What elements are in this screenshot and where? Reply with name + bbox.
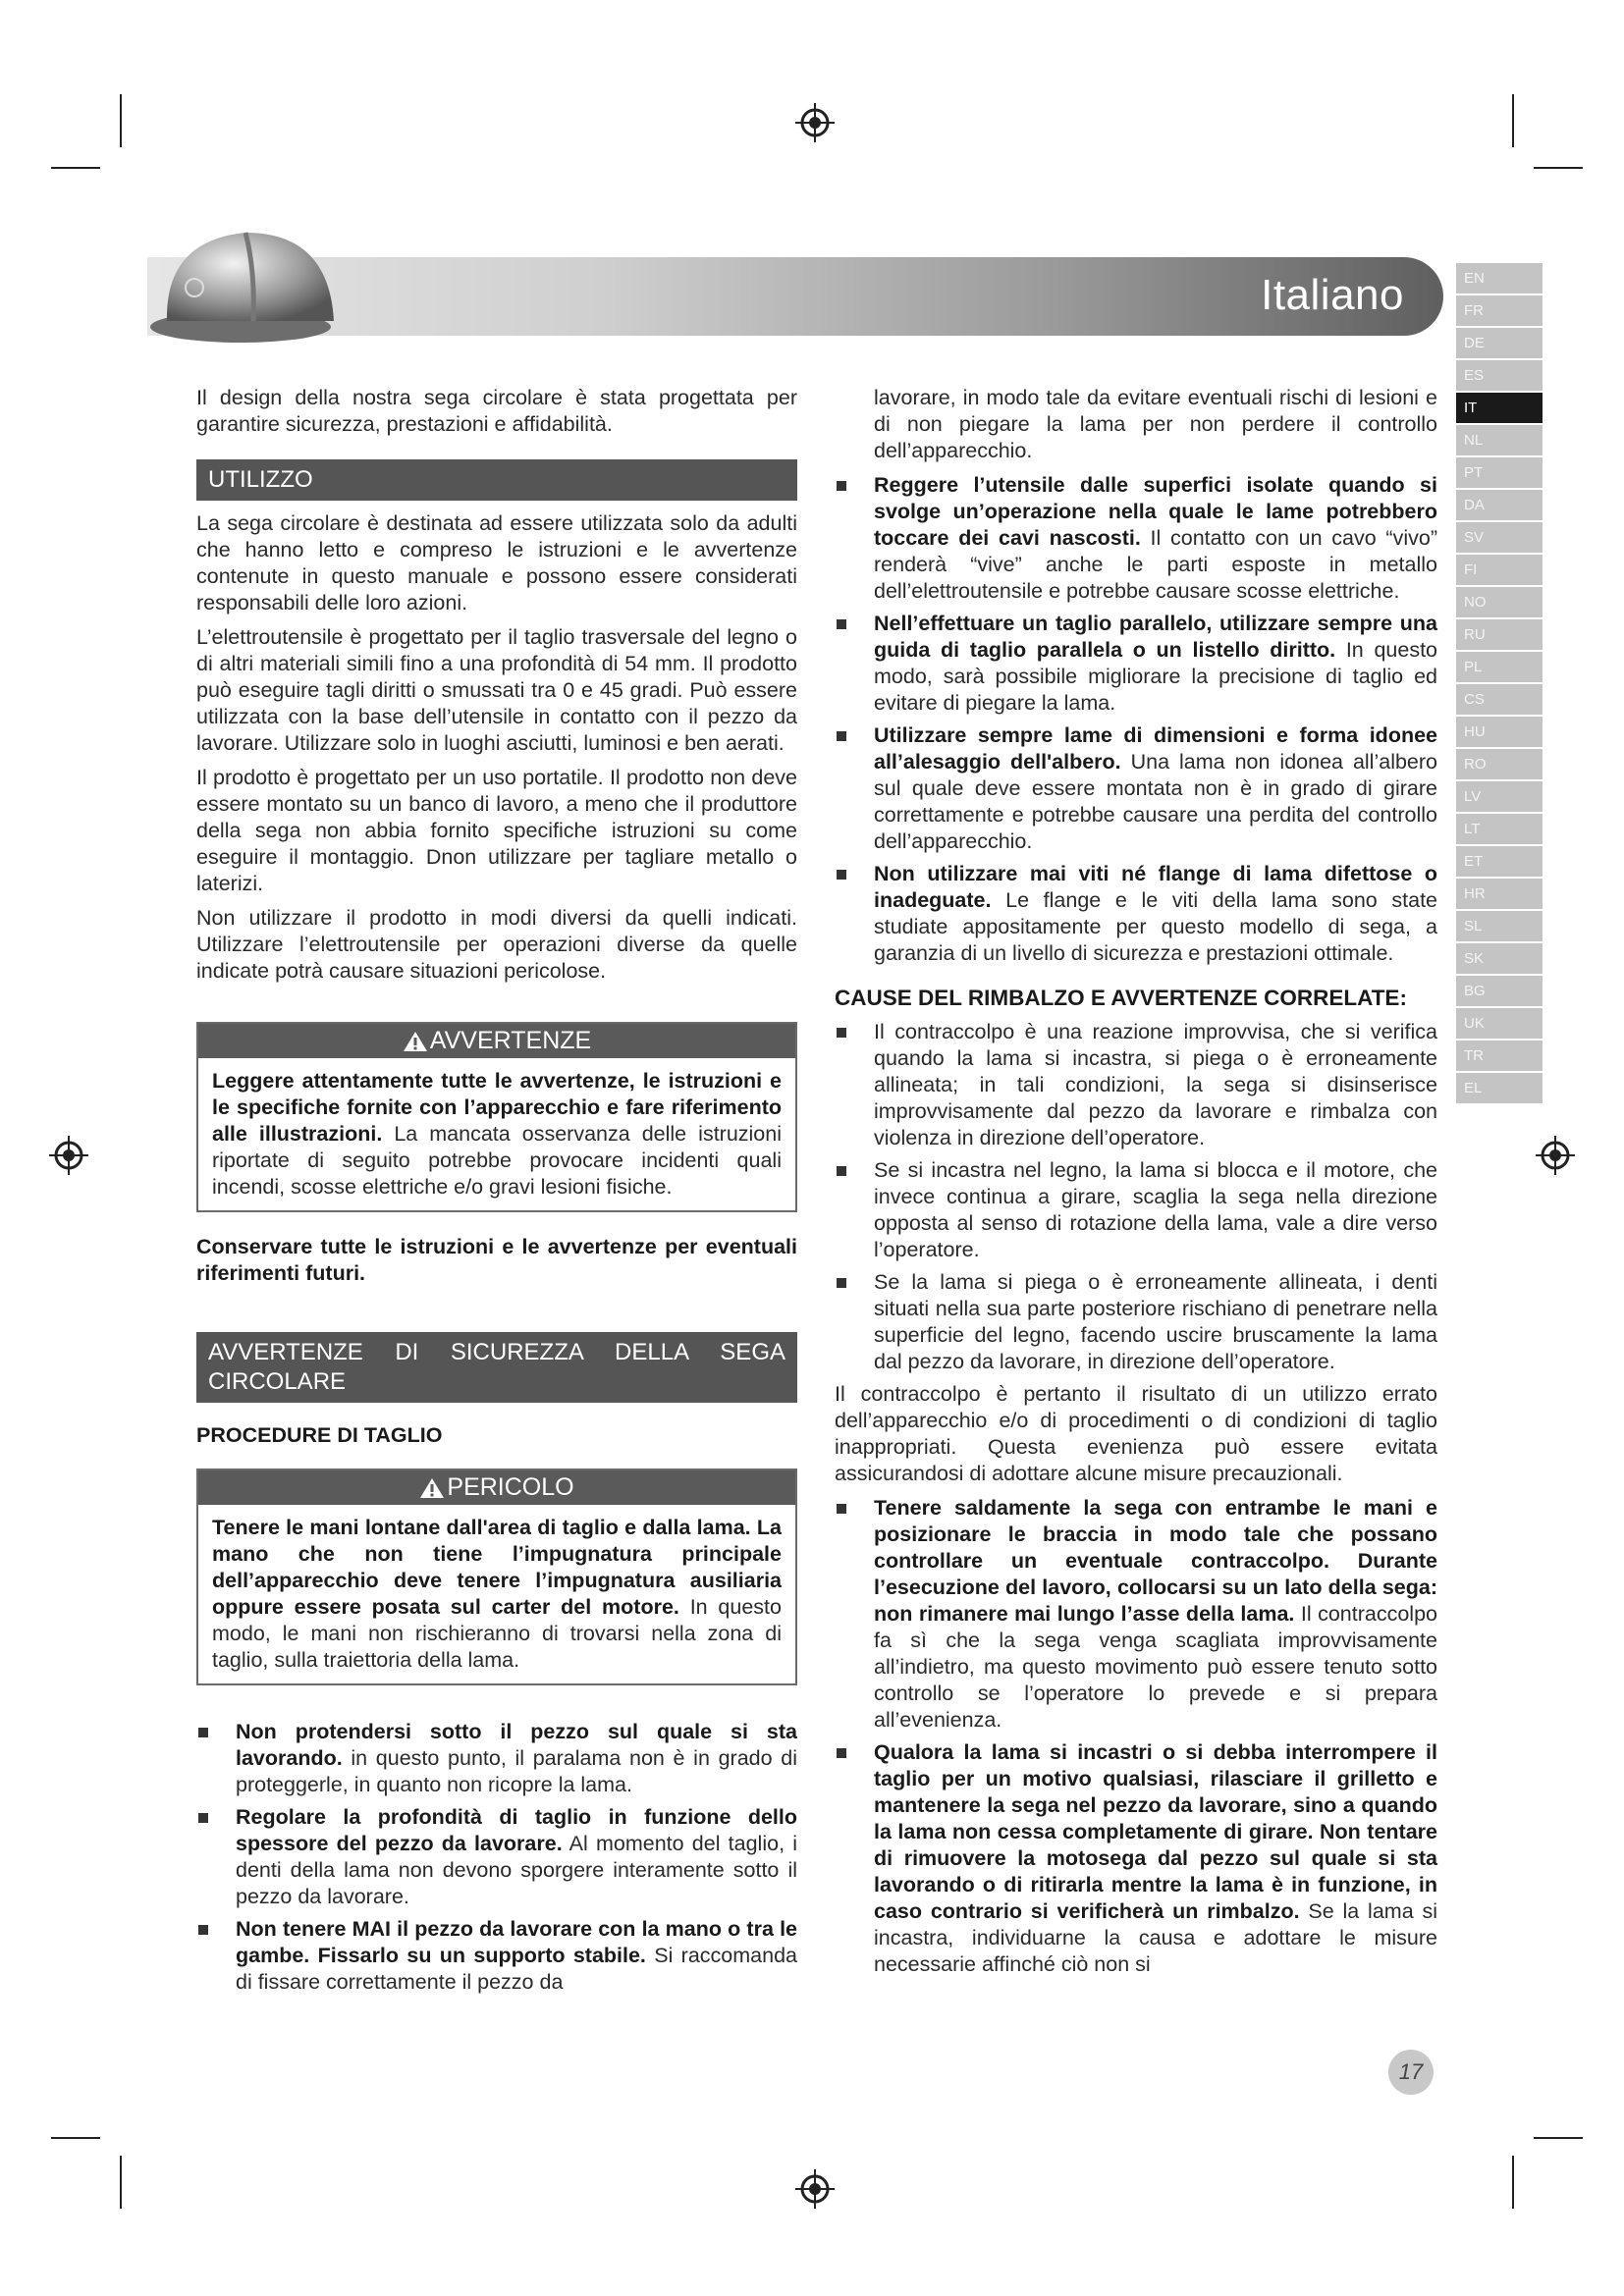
- continued-paragraph: lavorare, in modo tale da evitare eventuali rischi di lesioni e di non piegare la lama per non perdere il controllo dell’apparecchio.: [874, 386, 1437, 462]
- language-tab-ru[interactable]: RU: [1456, 619, 1543, 650]
- crop-mark: [120, 94, 122, 147]
- list-item-text: Il contraccolpo fa sì che la sega venga scagliata improvvisamente all’indietro, ma questo movimento può essere tenuto sotto controllo se l’operatore lo prevede e si prepara all’evenienza.: [874, 1602, 1437, 1732]
- language-tabs: [1456, 263, 1543, 1105]
- section-header-utilizzo: UTILIZZO: [196, 459, 797, 501]
- registration-mark-icon: [793, 101, 837, 144]
- danger-box: [196, 1468, 797, 1685]
- left-column: [196, 385, 797, 2002]
- list-item-text: Una lama non idonea all’albero sul quale deve essere montata non è in grado di girare correttamente e potrebbe causare una perdita del controllo dell’apparecchio.: [874, 750, 1438, 853]
- right-column: [835, 385, 1437, 1984]
- list-item-text: Se la lama si piega o è erroneamente allineata, i denti situati nella sua parte posteriore rischiano di penetrare nella superficie del legno, facendo uscire bruscamente la lama dal pezzo da lavorare, in direzione dell’operatore.: [874, 1270, 1437, 1373]
- language-tab-pl[interactable]: PL: [1456, 652, 1543, 682]
- crop-mark: [51, 2137, 100, 2139]
- language-tab-it[interactable]: IT: [1456, 393, 1543, 423]
- crop-mark: [1534, 167, 1583, 169]
- crop-mark: [1512, 2156, 1514, 2209]
- list-item-bold: Regolare la profondità di taglio in funzione dello spessore del pezzo da lavorare.: [236, 1805, 797, 1855]
- warning-text: La mancata osservanza delle istruzioni riportate di seguito potrebbe provocare incidenti quali incendi, scosse elettriche e/o gravi lesioni fisiche.: [212, 1122, 782, 1199]
- list-item: [835, 861, 1437, 967]
- list-item: [835, 1269, 1437, 1375]
- paragraph: Il prodotto è progettato per un uso portatile. Il prodotto non deve essere montato su un banco di lavoro, a meno che il produttore della sega non abbia fornito specifiche istruzioni su come eseguire il montaggio. Dnon utilizzare per tagliare metallo o laterizi.: [196, 766, 797, 895]
- language-tab-sk[interactable]: SK: [1456, 943, 1543, 974]
- list-item-bold: Non tenere MAI il pezzo da lavorare con la mano o tra le gambe. Fissarlo su un supporto stabile.: [236, 1917, 797, 1967]
- warning-box-header: [198, 1024, 795, 1058]
- language-tab-no[interactable]: NO: [1456, 587, 1543, 617]
- language-tab-sv[interactable]: SV: [1456, 522, 1543, 553]
- list-item-text: Le flange e le viti della lama sono state studiate appositamente per questo modello di sega, a garanzia di un livello di sicurezza e prestazioni ottimale.: [874, 888, 1437, 965]
- crop-mark: [1512, 94, 1514, 147]
- language-tab-uk[interactable]: UK: [1456, 1008, 1543, 1039]
- list-item-bold: Nell’effettuare un taglio parallelo, utilizzare sempre una guida di taglio parallela o un listello diritto.: [874, 612, 1437, 662]
- list-item-bold: Non protendersi sotto il pezzo sul quale si sta lavorando.: [236, 1720, 797, 1770]
- paragraph: Il contraccolpo è pertanto il risultato di un utilizzo errato dell’apparecchio e/o di procedimenti o di condizioni di taglio inappropriati. Questa evenienza può essere evitata assicurandosi di adottare alcune misure precauzionali.: [835, 1382, 1437, 1485]
- list-item-bold: Tenere saldamente la sega con entrambe le mani e posizionare le braccia in modo tale che possano controllare un eventuale contraccolpo. Durante l’esecuzione del lavoro, collocarsi su un lato della sega: non rimanere mai lungo l’asse della lama.: [874, 1496, 1437, 1626]
- crop-mark: [1534, 2137, 1583, 2139]
- danger-box-header: [198, 1470, 795, 1505]
- language-tab-fi[interactable]: FI: [1456, 555, 1543, 585]
- conserve-note: Conservare tutte le istruzioni e le avvertenze per eventuali riferimenti futuri.: [196, 1235, 797, 1285]
- language-tab-tr[interactable]: TR: [1456, 1041, 1543, 1071]
- language-tab-de[interactable]: DE: [1456, 328, 1543, 358]
- language-tab-nl[interactable]: NL: [1456, 425, 1543, 455]
- danger-triangle-icon: [419, 1477, 445, 1499]
- registration-mark-icon: [1534, 1134, 1577, 1177]
- warning-bold-text: Leggere attentamente tutte le avvertenze, le istruzioni e le specifiche fornite con l’apparecchio e fare riferimento alle illustrazioni.: [212, 1069, 782, 1146]
- list-item-bold: Utilizzare sempre lame di dimensioni e forma idonee all’alesaggio dell'albero.: [874, 723, 1437, 774]
- list-item-text: in questo punto, il paralama non è in grado di proteggerle, in quanto non ricopre la lama.: [236, 1746, 797, 1796]
- language-tab-et[interactable]: ET: [1456, 846, 1543, 877]
- page-title: Italiano: [1261, 271, 1404, 319]
- list-item: [196, 1916, 797, 1996]
- language-tab-bg[interactable]: BG: [1456, 976, 1543, 1006]
- list-item-text: Il contraccolpo è una reazione improvvisa, che si verifica quando la lama si incastra, si piega o è erroneamente allineata; in tali condizioni, la sega si disinserisce improvvisamente dal pezzo da lavorare e rimbalza con violenza in direzione dell’operatore.: [874, 1020, 1437, 1149]
- warning-box-body: [198, 1058, 795, 1210]
- intro-paragraph: Il design della nostra sega circolare è stata progettata per garantire sicurezza, prestazioni e affidabilità.: [196, 386, 797, 436]
- language-tab-ro[interactable]: RO: [1456, 749, 1543, 779]
- list-item: [835, 1019, 1437, 1151]
- danger-box-body: [198, 1505, 795, 1683]
- language-tab-lv[interactable]: LV: [1456, 781, 1543, 812]
- subheading-procedure: PROCEDURE DI TAGLIO: [196, 1423, 443, 1447]
- list-item-text: Al momento del taglio, i denti della lama non devono sporgere interamente sotto il pezzo da lavorare.: [236, 1832, 797, 1908]
- list-item-text: Se la lama si incastra, individuarne la causa e adottare le misure necessarie affinché ciò non si: [874, 1899, 1438, 1976]
- language-tab-es[interactable]: ES: [1456, 360, 1543, 391]
- paragraph: L’elettroutensile è progettato per il taglio trasversale del legno o di altri materiali simili fino a una profondità di 54 mm. Il prodotto può eseguire tagli diritti o smussati tra 0 e 45 gradi. Può essere utilizzata con la base dell’utensile in contatto con il pezzo da lavorare. Utilizzare solo in luoghi asciutti, luminosi e ben aerati.: [196, 625, 797, 755]
- language-tab-hr[interactable]: HR: [1456, 879, 1543, 909]
- list-item: [196, 1804, 797, 1910]
- list-item-text: In questo modo, sarà possibile migliorare la precisione di taglio ed evitare di piegare la lama.: [874, 638, 1437, 715]
- language-tab-pt[interactable]: PT: [1456, 457, 1543, 488]
- list-item: [835, 472, 1437, 605]
- safety-helmet-icon: [147, 211, 373, 348]
- danger-bold-text: Tenere le mani lontane dall'area di taglio e dalla lama. La mano che non tiene l’impugnatura principale dell’apparecchio deve tenere l’impugnatura ausiliaria oppure essere posata sul carter del motore.: [212, 1516, 782, 1619]
- language-tab-cs[interactable]: CS: [1456, 684, 1543, 715]
- language-tab-hu[interactable]: HU: [1456, 717, 1543, 747]
- subheading-cause: CAUSE DEL RIMBALZO E AVVERTENZE CORRELATE:: [835, 986, 1407, 1010]
- warning-box-title: AVVERTENZE: [429, 1027, 592, 1054]
- list-item-bold: Reggere l’utensile dalle superfici isolate quando si svolge un’operazione nella quale le lame potrebbero toccare dei cavi nascosti.: [874, 473, 1437, 550]
- registration-mark-icon: [47, 1134, 90, 1177]
- language-tab-lt[interactable]: LT: [1456, 814, 1543, 844]
- list-item-text: Se si incastra nel legno, la lama si blocca e il motore, che invece continua a girare, scaglia la sega nella direzione opposta al senso di rotazione della lama, vale a dire verso l’operatore.: [874, 1158, 1437, 1261]
- list-item-bold: Qualora la lama si incastri o si debba interrompere il taglio per un motivo qualsiasi, rilasciare il grilletto e mantenere la sega nel pezzo da lavorare, sino a quando la lama non cessa completamente di girare. Non tentare di rimuovere la motosega dal pezzo sul quale si sta lavorando o di ritirarla mentre la lama è in funzione, in caso contrario si verificherà un rimbalzo.: [874, 1740, 1437, 1923]
- list-item-text: Il contatto con un cavo “vivo” renderà “vive” anche le parti esposte in metallo dell’elettroutensile e potrebbe causare scosse elettriche.: [874, 526, 1437, 603]
- crop-mark: [51, 167, 100, 169]
- language-tab-sl[interactable]: SL: [1456, 911, 1543, 941]
- section-header-sicurezza: AVVERTENZE DI SICUREZZA DELLA SEGA CIRCOLARE: [196, 1332, 797, 1403]
- language-tab-en[interactable]: EN: [1456, 263, 1543, 294]
- warning-box: [196, 1022, 797, 1212]
- language-tab-el[interactable]: EL: [1456, 1073, 1543, 1103]
- list-item-text: Si raccomanda di fissare correttamente il pezzo da: [236, 1944, 797, 1994]
- page-number: 17: [1388, 2050, 1434, 2095]
- paragraph: La sega circolare è destinata ad essere utilizzata solo da adulti che hanno letto e compreso le istruzioni e le avvertenze contenute in questo manuale e possono essere considerati responsabili delle loro azioni.: [196, 511, 797, 614]
- registration-mark-icon: [793, 2167, 837, 2211]
- list-item: [835, 611, 1437, 717]
- language-tab-fr[interactable]: FR: [1456, 295, 1543, 326]
- paragraph: Non utilizzare il prodotto in modi diversi da quelli indicati. Utilizzare l’elettroutensile per operazioni diverse da quelle indicate potrà causare situazioni pericolose.: [196, 906, 797, 983]
- list-item: [196, 1719, 797, 1798]
- danger-text: In questo modo, le mani non rischieranno di trovarsi nella zona di taglio, sulla traiettoria della lama.: [212, 1595, 782, 1672]
- list-item-bold: Non utilizzare mai viti né flange di lama difettose o inadeguate.: [874, 862, 1437, 912]
- list-item: [835, 1157, 1437, 1263]
- list-item: [835, 1739, 1437, 1978]
- list-item: [835, 722, 1437, 855]
- list-item: [835, 1495, 1437, 1734]
- language-tab-da[interactable]: DA: [1456, 490, 1543, 520]
- crop-mark: [120, 2156, 122, 2209]
- danger-box-title: PERICOLO: [447, 1473, 574, 1501]
- warning-triangle-icon: [403, 1031, 428, 1052]
